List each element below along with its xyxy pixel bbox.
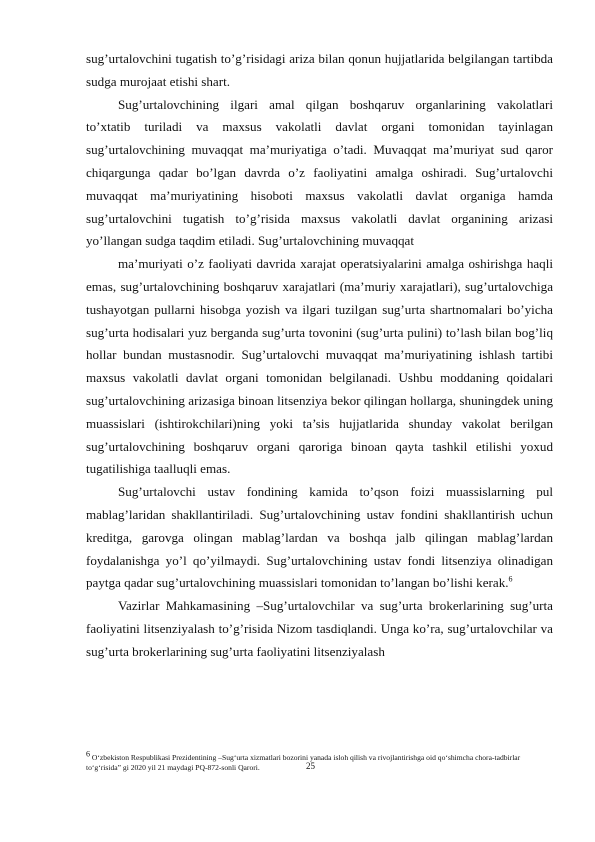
paragraph-4-text: Sug’urtalovchi ustav fondining kamida to’qson foizi muassislarning pul mablag’laridan shakllantiriladi. Sug’urtalovchining ustav fondini shakllantirish uchun kreditga, garovga olingan mablag’lardan va boshqa jalb qilingan mablag’lardan foydalanishga yo’l qo’yilmaydi. Sug’urtalovchining ustav fondi litsenziya olinadigan paytga qadar sug’urtalovchining muassislari tomonidan to’langan bo’lishi kerak. bbox=[86, 484, 553, 591]
footnote-text: O‘zbekiston Respublikasi Prezidentining –Sug‘urta xizmatlari bozorini yanada isloh qilish va rivojlantirishga oid qo‘shimcha chora-tadbirlar to‘g‘risida” gi 2020 yil 21 maydagi PQ-872-sonli Qarori. bbox=[86, 753, 521, 773]
paragraph-4 bbox=[86, 481, 553, 595]
page-number: 25 bbox=[306, 761, 315, 771]
footnote bbox=[86, 749, 556, 774]
page-body bbox=[86, 48, 553, 664]
paragraph-1: sug’urtalovchini tugatish to’g’risidagi ariza bilan qonun hujjatlarida belgilangan tartibda sudga murojaat etishi shart. bbox=[86, 51, 553, 89]
paragraph-3: ma’muriyati o’z faoliyati davrida xarajat operatsiyalarini amalga oshirishga haqli emas, sug’urtalovchining boshqaruv xarajatlari (ma’muriy xarajatlari), sug’urtalovchiga tushayotgan pullarni hisobga yozish va ilgari tuzilgan sug’urta shartnomalari bo’yicha sug’urta hodisalari yuz berganda sug’urta tovonini (sug’urta pulini) to’lash bilan bog’liq hollar bundan mustasnodir. Sug’urtalovchi muvaqqat ma’muriyatining ishlash tartibi maxsus vakolatli davlat organi tomonidan belgilanadi. Ushbu moddaning qoidalari sug’urtalovchining arizasiga binoan litsenziya bekor qilingan hollarga, shuningdek uning muassislari (ishtirokchilari)ning yoki ta’sis hujjatlarida shunday vakolat berilgan sug’urtalovchining boshqaruv organi qaroriga binoan qayta tashkil etilishi yoxud tugatilishiga taalluqli emas. bbox=[86, 256, 553, 477]
footnote-marker: 6 bbox=[86, 749, 90, 759]
footnote-reference[interactable]: 6 bbox=[508, 574, 513, 584]
paragraph-5: Vazirlar Mahkamasining –Sug’urtalovchilar va sug’urta brokerlarining sug’urta faoliyatini litsenziyalash to’g’risida Nizom tasdiqlandi. Unga ko’ra, sug’urtalovchilar va sug’urta brokerlarining sug’urta faoliyatini litsenziyalash bbox=[86, 598, 553, 659]
paragraph-2: Sug’urtalovchining ilgari amal qilgan boshqaruv organlarining vakolatlari to’xtatib turiladi va maxsus vakolatli davlat organi tomonidan tayinlagan sug’urtalovchining muvaqqat ma’muriyatiga o’tadi. Muvaqqat ma’muriyat sud qaror chiqargunga qadar bo’lgan davrda o’z faoliyatini amalga oshiradi. Sug’urtalovchi muvaqqat ma’muriyatining hisoboti maxsus vakolatli davlat organiga hamda sug’urtalovchini tugatish to’g’risida maxsus vakolatli davlat organining arizasi yo’llangan sudga taqdim etiladi. Sug’urtalovchining muvaqqat bbox=[86, 96, 553, 249]
